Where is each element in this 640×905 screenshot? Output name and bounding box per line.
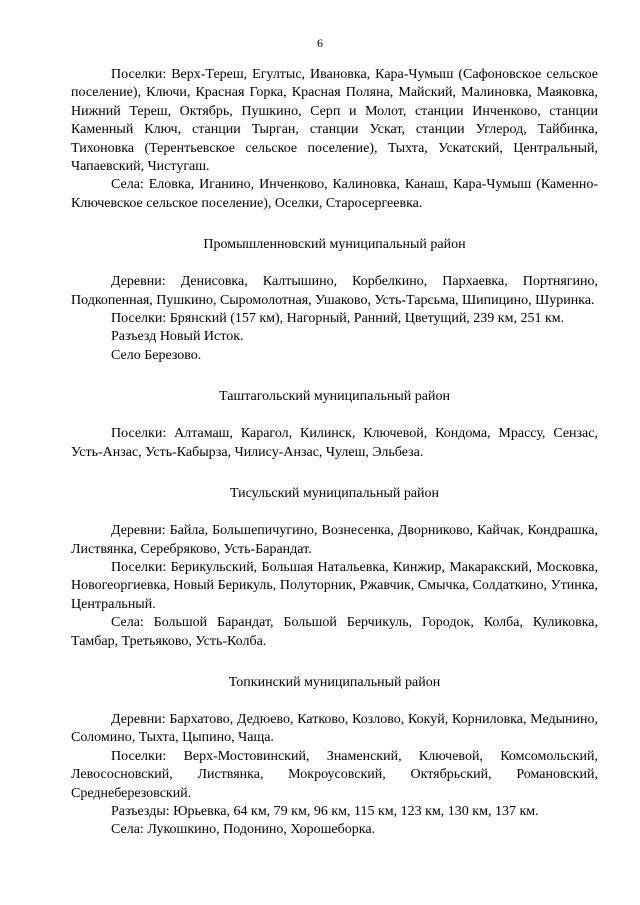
- tisulsky-paragraph: Деревни: Байла, Большепичугино, Вознесенка, Дворниково, Кайчак, Кондрашка, Листвянка, Серебряково, Усть-Барандат.: [71, 523, 598, 557]
- promyshlennovsky-paragraph: Поселки: Брянский (157 км), Нагорный, Ранний, Цветущий, 239 км, 251 км.: [111, 311, 565, 327]
- section-heading-tisulsky: Тисульский муниципальный район: [229, 486, 440, 502]
- page-number: 6: [317, 36, 323, 50]
- section-heading-tashtagolsky: Таштагольский муниципальный район: [219, 389, 450, 405]
- intro-paragraph-settlements: Поселки: Верх-Тереш, Егултыс, Ивановка, Кара-Чумыш (Сафоновское сельское поселение), Ключи, Красная Горка, Красная Поляна, Майский, Малиновка, Маяковка, Нижний Тереш, Октябрь, Пушкино, Серп и Молот, станции Инченково, станции Каменный Ключ, станции Тырган, станции Ускат, станции Углерод, Тайбинка, Тихоновка (Терентьевское сельское поселение), Тыхта, Ускатский, Центральный, Чапаевский, Чистугаш.: [71, 67, 598, 175]
- promyshlennovsky-paragraph: Деревни: Денисовка, Калтышино, Корбелкино, Пархаевка, Портнягино, Подкопенная, Пушкино, Сыромолотная, Ушаково, Усть-Тарсьма, Шипицино, Шуринка.: [71, 274, 598, 308]
- document-body: [71, 66, 598, 840]
- topkinsky-paragraph: Разъезды: Юрьевка, 64 км, 79 км, 96 км, 115 км, 123 км, 130 км, 137 км.: [111, 803, 539, 819]
- section-heading-topkinsky: Топкинский муниципальный район: [228, 674, 441, 690]
- intro-paragraph-villages: Села: Еловка, Иганино, Инченково, Калиновка, Канаш, Кара-Чумыш (Каменно-Ключевское сельское поселение), Оселки, Старосергеевка.: [71, 177, 598, 211]
- promyshlennovsky-paragraph: Разъезд Новый Исток.: [111, 329, 244, 345]
- tashtagolsky-paragraph: Поселки: Алтамаш, Карагол, Килинск, Ключевой, Кондома, Мрассу, Сензас, Усть-Анзас, Усть-Кабырза, Чилису-Анзас, Чулеш, Эльбеза.: [71, 426, 598, 460]
- topkinsky-paragraph: Деревни: Бархатово, Дедюево, Катково, Козлово, Кокуй, Корниловка, Медынино, Соломино, Тыхта, Цыпино, Чаща.: [71, 711, 598, 746]
- topkinsky-paragraph: Села: Лукошкино, Подонино, Хорошеборка.: [111, 822, 376, 838]
- tisulsky-paragraph: Поселки: Берикульский, Большая Натальевка, Кинжир, Макаракский, Московка, Новогеоргиевка, Новый Берикуль, Полуторник, Ржавчик, Смычка, Солдаткино, Утинка, Центральный.: [71, 559, 598, 612]
- section-heading-promyshlennovsky: Промышленновский муниципальный район: [203, 237, 466, 253]
- topkinsky-paragraph: Поселки: Верх-Мостовинский, Знаменский, Ключевой, Комсомольский, Левососновский, Листвянка, Мокроусовский, Октябрьский, Романовский, Среднеберезовский.: [71, 748, 598, 801]
- promyshlennovsky-paragraph: Село Березово.: [111, 347, 202, 363]
- tisulsky-paragraph: Села: Большой Барандат, Большой Берчикуль, Городок, Колба, Куликовка, Тамбар, Третьяково, Усть-Колба.: [71, 615, 598, 649]
